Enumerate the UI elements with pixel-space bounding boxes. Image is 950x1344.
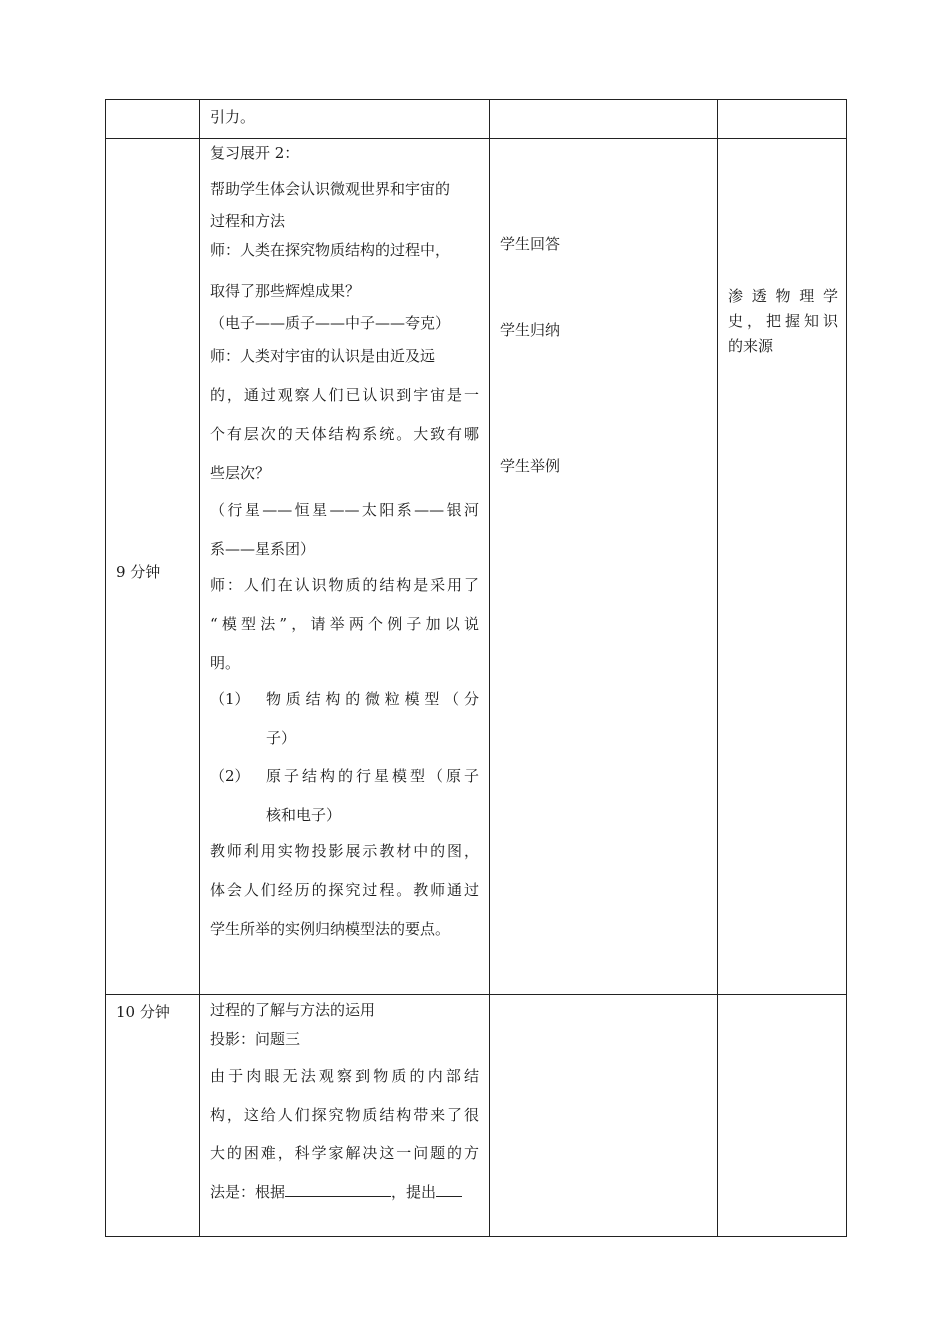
teacher-line: 明。 bbox=[210, 654, 241, 672]
teacher-line: 过程的了解与方法的运用 bbox=[210, 1001, 376, 1019]
teacher-line-fill-in bbox=[210, 1173, 479, 1212]
teacher-line: 复习展开 2： bbox=[210, 144, 300, 162]
teacher-line: 帮助学生体会认识微观世界和宇宙的 bbox=[210, 180, 451, 198]
teacher-line: 师：人们在认识物质的结构是采用了 bbox=[210, 576, 479, 594]
time-cell bbox=[106, 995, 200, 1237]
teacher-text: 引力。 bbox=[210, 108, 256, 126]
model-example-2 bbox=[210, 767, 479, 825]
fill-in-blank bbox=[285, 1182, 391, 1197]
teacher-line: 的，通过观察人们已认识到宇宙是一 bbox=[210, 386, 479, 404]
enum-line: 子） bbox=[266, 729, 297, 747]
design-intent-cell bbox=[718, 100, 847, 139]
teacher-line: 系——星系团） bbox=[210, 540, 316, 558]
teacher-line: （电子——质子——中子——夸克） bbox=[210, 314, 451, 332]
time-cell bbox=[106, 139, 200, 995]
student-activity-cell bbox=[490, 100, 718, 139]
student-activity-cell bbox=[490, 139, 718, 995]
teacher-activity-cell bbox=[200, 995, 490, 1237]
teacher-activity-cell bbox=[200, 100, 490, 139]
fill-in-blank bbox=[436, 1182, 462, 1197]
teacher-line: 过程和方法 bbox=[210, 212, 286, 230]
model-example-1 bbox=[210, 690, 479, 748]
enum-line: 核和电子） bbox=[266, 806, 342, 824]
table-row bbox=[106, 139, 847, 995]
student-activity-summarize: 学生归纳 bbox=[500, 321, 561, 339]
fill-in-mid: ，提出 bbox=[391, 1182, 437, 1201]
teacher-line: 体会人们经历的探究过程。教师通过 bbox=[210, 881, 479, 899]
teacher-line: 学生所举的实例归纳模型法的要点。 bbox=[210, 920, 451, 938]
design-intent-cell bbox=[718, 139, 847, 995]
fill-in-prefix: 法是：根据 bbox=[210, 1182, 286, 1201]
teacher-line: 构，这给人们探究物质结构带来了很 bbox=[210, 1105, 479, 1124]
teacher-line: 师：人类对宇宙的认识是由近及远 bbox=[210, 347, 436, 365]
lesson-plan-table bbox=[105, 99, 847, 1237]
teacher-line: 取得了那些辉煌成果？ bbox=[210, 281, 361, 300]
teacher-line: 由于肉眼无法观察到物质的内部结 bbox=[210, 1067, 479, 1085]
teacher-line: （行星——恒星——太阳系——银河 bbox=[210, 501, 479, 519]
teacher-line: 投影：问题三 bbox=[210, 1030, 301, 1048]
intent-line: 的来源 bbox=[728, 337, 774, 355]
teacher-line: 师：人类在探究物质结构的过程中， bbox=[210, 240, 451, 259]
intent-line: 渗透物理学 bbox=[728, 287, 838, 305]
time-text: 10 分钟 bbox=[116, 1003, 170, 1021]
student-activity-cell bbox=[490, 995, 718, 1237]
intent-line: 史，把握知识 bbox=[728, 312, 838, 330]
student-activity-example: 学生举例 bbox=[500, 457, 561, 475]
time-cell bbox=[106, 100, 200, 139]
table-row bbox=[106, 995, 847, 1237]
teacher-line: 个有层次的天体结构系统。大致有哪 bbox=[210, 425, 479, 443]
table-row bbox=[106, 100, 847, 139]
enum-line: 原子结构的行星模型（原子 bbox=[266, 767, 479, 785]
design-intent-cell bbox=[718, 995, 847, 1237]
time-text: 9 分钟 bbox=[116, 563, 161, 581]
teacher-line: 些层次？ bbox=[210, 464, 271, 482]
enum-number: （1） bbox=[210, 690, 250, 708]
enum-number: （2） bbox=[210, 767, 250, 785]
teacher-line: 教师利用实物投影展示教材中的图， bbox=[210, 842, 479, 860]
enum-line: 物质结构的微粒模型（分 bbox=[266, 690, 479, 708]
teacher-line: “模型法”，请举两个例子加以说 bbox=[210, 615, 479, 633]
teacher-activity-cell bbox=[200, 139, 490, 995]
student-activity-answer: 学生回答 bbox=[500, 235, 561, 253]
teacher-line: 大的困难，科学家解决这一问题的方 bbox=[210, 1144, 479, 1162]
